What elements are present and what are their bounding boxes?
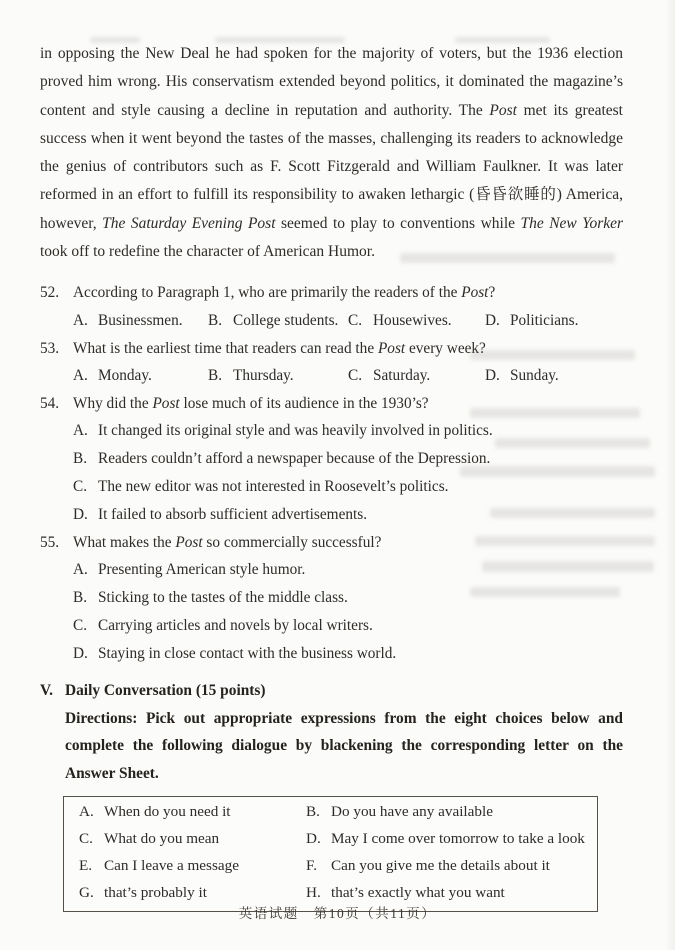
answer-option — [73, 362, 208, 390]
option-label: D. — [485, 367, 500, 385]
choice-text: May I come over tomorrow to take a look — [331, 830, 585, 848]
option-text: It changed its original style and was heavily involved in politics. — [98, 422, 493, 440]
question-body — [73, 279, 623, 334]
choice-cell — [79, 853, 306, 880]
option-label: B. — [73, 588, 88, 606]
option-text: Sunday. — [510, 367, 559, 385]
option-text: It failed to absorb sufficient advertisements. — [98, 505, 368, 523]
question-stem: According to Paragraph 1, who are primarily the readers of the Post? — [73, 284, 496, 302]
question-number: 52. — [40, 284, 60, 302]
option-label: D. — [73, 505, 88, 523]
option-text: Businessmen. — [98, 311, 183, 329]
option-text: Readers couldn’t afford a newspaper because of the Depression. — [98, 450, 491, 468]
question-item — [40, 279, 623, 334]
question-item — [40, 390, 623, 529]
option-label: A. — [73, 561, 88, 579]
option-label: D. — [485, 311, 500, 329]
section-numeral: V. — [40, 682, 53, 700]
option-text: Politicians. — [510, 311, 579, 329]
choice-label: C. — [79, 830, 93, 848]
answer-option — [73, 640, 623, 668]
question-number: 53. — [40, 339, 60, 357]
option-text: Monday. — [98, 367, 152, 385]
options-row — [73, 307, 623, 335]
choice-text: Do you have any available — [331, 803, 493, 821]
answer-option — [348, 362, 485, 390]
choice-cell — [306, 853, 550, 880]
choice-label: F. — [306, 856, 318, 874]
option-text: Housewives. — [373, 311, 452, 329]
answer-option — [208, 362, 348, 390]
choice-label: A. — [79, 803, 94, 821]
choice-row — [79, 799, 591, 826]
option-label: C. — [348, 367, 363, 385]
answer-option — [73, 473, 623, 501]
choice-label: E. — [79, 856, 93, 874]
choice-text: Can I leave a message — [104, 856, 239, 874]
answer-option — [73, 612, 623, 640]
option-text: The new editor was not interested in Roosevelt’s politics. — [98, 477, 449, 495]
option-label: A. — [73, 367, 88, 385]
question-stem: What makes the Post so commercially successful? — [73, 533, 382, 551]
answer-option — [73, 307, 208, 335]
section-daily-conversation — [40, 677, 623, 787]
option-label: C. — [73, 477, 88, 495]
choice-row — [79, 853, 591, 880]
question-body — [73, 335, 623, 390]
option-text: Carrying articles and novels by local writers. — [98, 616, 373, 634]
choice-label: D. — [306, 830, 321, 848]
option-label: A. — [73, 311, 88, 329]
choice-label: B. — [306, 803, 320, 821]
question-item — [40, 335, 623, 390]
option-label: B. — [208, 367, 223, 385]
choice-text: When do you need it — [104, 803, 231, 821]
question-body — [73, 529, 623, 668]
choice-label: H. — [306, 883, 321, 901]
expression-choice-box — [63, 796, 598, 911]
option-label: C. — [73, 616, 88, 634]
options-row — [73, 362, 623, 390]
choice-cell — [79, 826, 306, 853]
option-text: Thursday. — [233, 367, 294, 385]
option-text: College students. — [233, 311, 339, 329]
answer-option — [73, 584, 623, 612]
choice-text: that’s exactly what you want — [331, 883, 505, 901]
question-item — [40, 529, 623, 668]
answer-option — [73, 445, 623, 473]
question-body — [73, 390, 623, 529]
choice-text: What do you mean — [104, 830, 220, 848]
choice-row — [79, 826, 591, 853]
choice-cell — [306, 799, 493, 826]
section-body — [65, 677, 623, 787]
option-text: Staying in close contact with the business world. — [98, 644, 397, 662]
reading-passage: in opposing the New Deal he had spoken for the majority of voters, but the 1936 election proved him wrong. His conservatism extended beyond politics, it dominated the magazine’s content and style causing a decline in reputation and authority. The Post met its greatest success when it went beyond the tastes of the masses, challenging its readers to acknowledge the genius of contributors such as F. Scott Fitzgerald and William Faulkner. It was later reformed in an effort to fulfill its responsibility to awaken lethargic (昏昏欲睡的) America, however, The Saturday Evening Post seemed to play to conventions while The New Yorker took off to redefine the character of American Humor. — [40, 45, 624, 261]
answer-option — [485, 307, 623, 335]
option-label: D. — [73, 644, 88, 662]
choice-cell — [79, 799, 306, 826]
section-directions: Directions: Pick out appropriate expressions from the eight choices below and complete the following dialogue by blackening the corresponding letter on the Answer Sheet. — [65, 709, 623, 782]
question-number: 54. — [40, 394, 60, 412]
answer-option — [73, 556, 623, 584]
option-label: A. — [73, 422, 88, 440]
answer-option — [485, 362, 623, 390]
section-title: Daily Conversation (15 points) — [65, 682, 266, 700]
option-label: B. — [73, 450, 88, 468]
page-footer: 英语试题 第10页（共11页） — [238, 906, 437, 921]
answer-option — [348, 307, 485, 335]
choice-label: G. — [79, 883, 94, 901]
option-label: B. — [208, 311, 223, 329]
option-text: Presenting American style humor. — [98, 561, 306, 579]
question-stem: Why did the Post lose much of its audience in the 1930’s? — [73, 394, 429, 412]
choice-text: Can you give me the details about it — [331, 856, 550, 874]
option-label: C. — [348, 311, 363, 329]
question-list — [40, 279, 623, 667]
option-text: Saturday. — [373, 367, 431, 385]
choice-cell — [306, 826, 585, 853]
option-text: Sticking to the tastes of the middle class. — [98, 588, 348, 606]
question-stem: What is the earliest time that readers can read the Post every week? — [73, 339, 486, 357]
question-number: 55. — [40, 533, 60, 551]
answer-option — [73, 501, 623, 529]
choice-text: that’s probably it — [104, 883, 207, 901]
answer-option — [73, 417, 623, 445]
answer-option — [208, 307, 348, 335]
